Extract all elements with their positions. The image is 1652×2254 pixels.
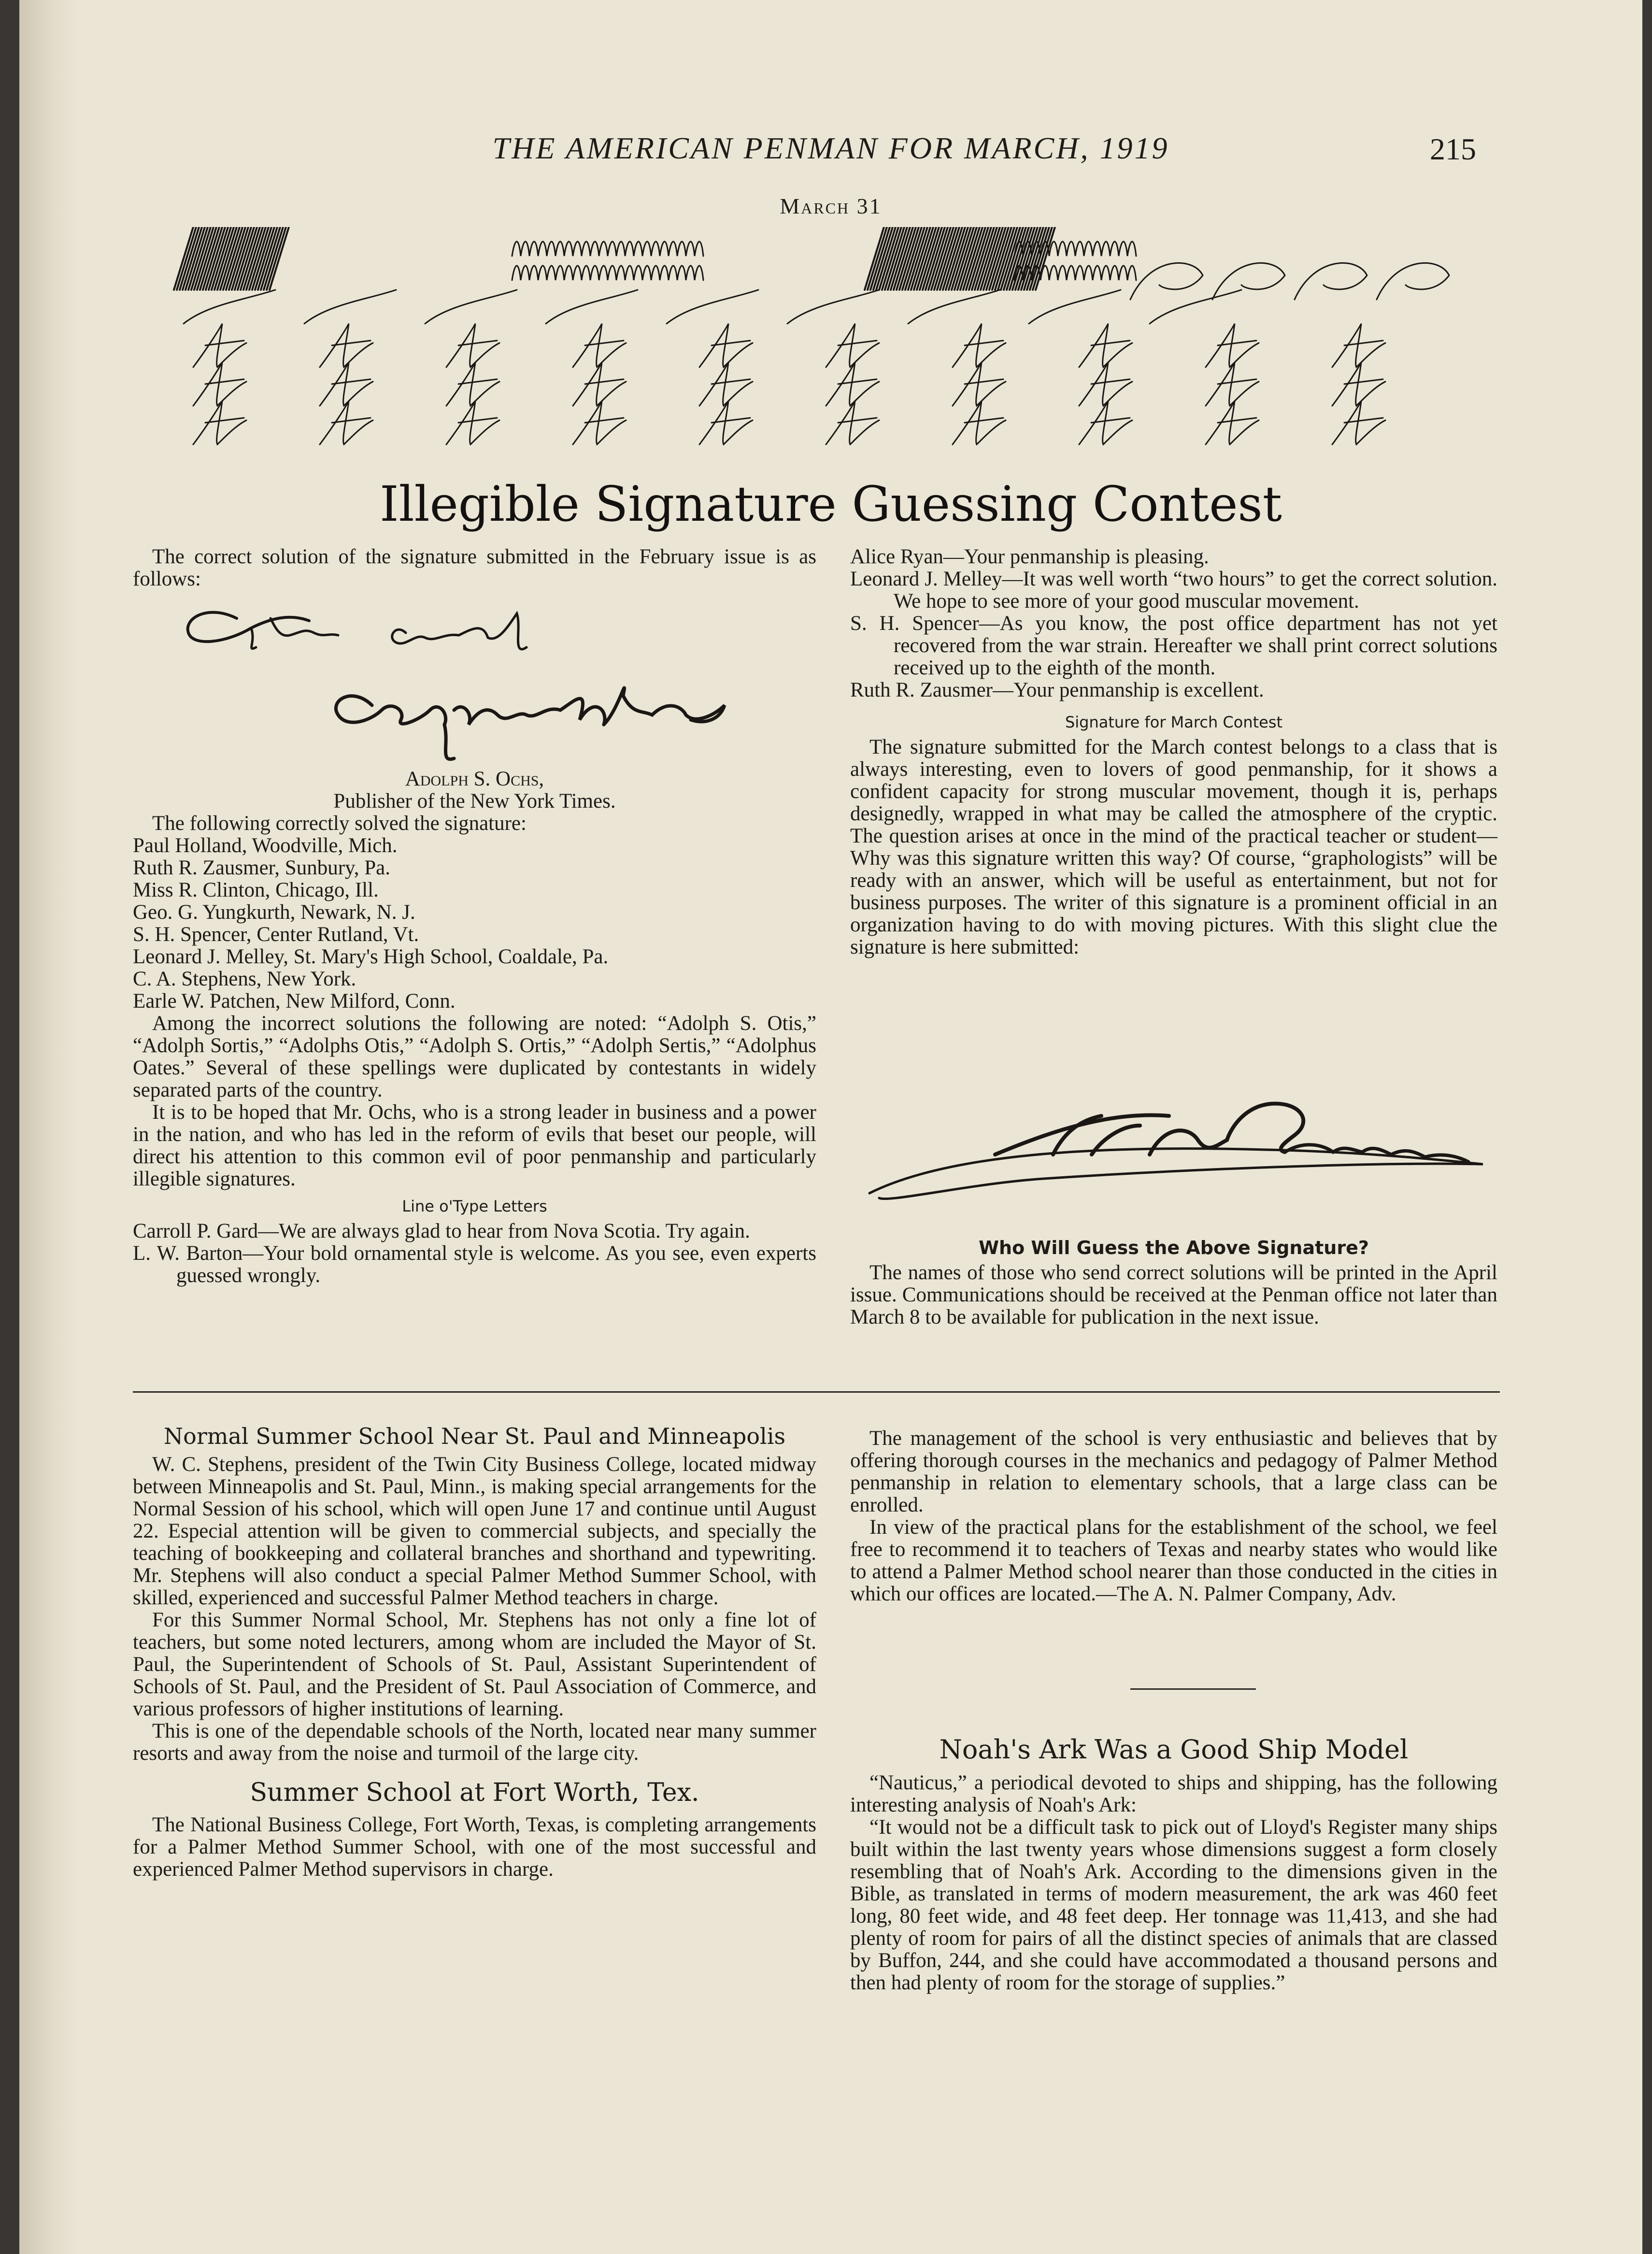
right-column-top <box>850 546 1497 958</box>
binding-gutter <box>19 0 77 2254</box>
bottom-right-column <box>850 1427 1497 1605</box>
hope-paragraph: It is to be hoped that Mr. Ochs, who is a strong leader in business and a power in the nation, and who has led in the reform of evils that beset our people, will direct his attention to this common evil of poor penmanship and particularly illegible signatures. <box>133 1101 816 1190</box>
article-title: Illegible Signature Guessing Contest <box>380 476 1282 532</box>
letter-item: S. H. Spencer—As you know, the post office department has not yet recovered from the war strain. Hereafter we shall print correct solutions received up to the eighth of the month. <box>850 612 1497 679</box>
letter-item: L. W. Barton—Your bold ornamental style is welcome. As you see, even experts guessed wrongly. <box>133 1242 816 1287</box>
management-paragraph: The management of the school is very enthusiastic and believes that by offering thorough courses in the mechanics and pedagogy of Palmer Method penmanship in relation to elementary schools, that a large class can be enrolled. <box>850 1427 1497 1516</box>
noahs-ark-heading: Noah's Ark Was a Good Ship Model <box>939 1734 1409 1765</box>
list-item: Ruth R. Zausmer, Sunbury, Pa. <box>133 856 390 879</box>
noahs-ark-paragraph: “It would not be a difficult task to pick out of Lloyd's Register many ships built within the last twenty years whose dimensions suggest a form closely resembling that of Noah's Ark. According to the dimensions given in the Bible, as translated in terms of modern measurement, the ark was 460 feet long, 80 feet wide, and 48 feet deep. Her tonnage was 11,413, and she had plenty of room for pairs of all the distinct species of animals that are classed by Buffon, 244, and she could have accommodated a thousand persons and then had plenty of room for the storage of supplies.” <box>850 1816 1497 1994</box>
february-signature <box>179 599 749 773</box>
penmanship-drill-illustration <box>164 227 1497 454</box>
incorrect-solutions-paragraph: Among the incorrect solutions the following are noted: “Adolph S. Otis,” “Adolph Sortis,” “Adolphs Otis,” “Adolph S. Ortis,” “Adolph Sertis,” “Adolphus Oates.” Several of these spellings were duplicated by contestants in widely separated parts of the country. <box>133 1012 816 1101</box>
normal-school-paragraph: W. C. Stephens, president of the Twin City Business College, located midway between Minneapolis and St. Paul, Minn., is making special arrangements for the Normal Session of his school, which will open June 17 and continue until August 22. Especial attention will be given to commercial subjects, and specially the teaching of bookkeeping and collateral branches and shorthand and typewriting. Mr. Stephens will also conduct a special Palmer Method Summer School, with skilled, experienced and successful Palmer Method teachers in charge. <box>133 1453 816 1609</box>
fort-worth-paragraph: The National Business College, Fort Worth, Texas, is completing arrangements for a Palmer Method Summer School, with one of the most successful and experienced Palmer Method supervisors in charge. <box>133 1813 816 1881</box>
list-item: S. H. Spencer, Center Rutland, Vt. <box>133 923 419 946</box>
noahs-ark-paragraph: “Nauticus,” a periodical devoted to ships and shipping, has the following interesting analysis of Noah's Ark: <box>850 1771 1497 1816</box>
right-column-bottom <box>850 1237 1497 1328</box>
solvers-list <box>133 835 816 1013</box>
normal-school-paragraph: For this Summer Normal School, Mr. Stephens has not only a fine lot of teachers, but some noted lecturers, among whom are included the Mayor of St. Paul, the Superintendent of Schools of St. Paul, Assistant Superintendent of Schools of St. Paul, and the President of St. Paul Association of Commerce, and various professors of higher institutions of learning. <box>133 1609 816 1720</box>
magazine-page <box>19 0 1642 2254</box>
section-divider <box>133 1391 1500 1393</box>
guess-paragraph: The names of those who send correct solutions will be printed in the April issue. Communications should be received at the Penman office not later than March 8 to be available for publication in the next issue. <box>850 1261 1497 1328</box>
page-number: 215 <box>1430 132 1476 166</box>
signature-caption-name: Adolph S. Ochs, <box>405 768 544 790</box>
letters-heading: Line o'Type Letters <box>402 1197 547 1215</box>
march-contest-heading: Signature for March Contest <box>1065 713 1283 731</box>
fort-worth-heading: Summer School at Fort Worth, Tex. <box>250 1778 699 1807</box>
running-title: THE AMERICAN PENMAN FOR MARCH, 1919 <box>492 131 1169 165</box>
bottom-left-column <box>133 1423 816 1881</box>
guess-heading: Who Will Guess the Above Signature? <box>979 1237 1369 1258</box>
left-column-top <box>133 546 816 590</box>
list-item: Paul Holland, Woodville, Mich. <box>133 834 398 857</box>
short-divider <box>1130 1688 1256 1690</box>
normal-school-heading: Normal Summer School Near St. Paul and Minneapolis <box>163 1423 786 1449</box>
date-line: March 31 <box>780 194 882 218</box>
march-contest-paragraph: The signature submitted for the March contest belongs to a class that is always interesting, even to lovers of good penmanship, for it shows a confident capacity for strong muscular movement, though it is, perhaps designedly, wrapped in what may be called the atmosphere of the cryptic. The question arises at once in the mind of the practical teacher or student—Why was this signature written this way? Of course, “graphologists” will be ready with an answer, which will be useful as entertainment, but not for business purposes. The writer of this signature is a prominent official in an organization having to do with moving pictures. With this slight clue the signature is here submitted: <box>850 736 1497 958</box>
list-item: C. A. Stephens, New York. <box>133 968 356 990</box>
solved-intro: The following correctly solved the signature: <box>152 812 527 835</box>
march-mystery-signature <box>850 1097 1497 1217</box>
list-item: Miss R. Clinton, Chicago, Ill. <box>133 879 379 901</box>
list-item: Earle W. Patchen, New Milford, Conn. <box>133 990 456 1013</box>
intro-paragraph: The correct solution of the signature submitted in the February issue is as follows: <box>133 545 816 590</box>
normal-school-paragraph: This is one of the dependable schools of the North, located near many summer resorts and away from the noise and turmoil of the large city. <box>133 1720 816 1765</box>
signature-caption-title: Publisher of the New York Times. <box>333 790 616 813</box>
letter-item: Alice Ryan—Your penmanship is pleasing. <box>850 545 1209 568</box>
letter-item: Leonard J. Melley—It was well worth “two hours” to get the correct solution. We hope to see more of your good muscular movement. <box>850 568 1497 613</box>
management-paragraph: In view of the practical plans for the establishment of the school, we feel free to recommend it to teachers of Texas and nearby states who would like to attend a Palmer Method school nearer than those conducted in the cities in which our offices are located.—The A. N. Palmer Company, Adv. <box>850 1516 1497 1605</box>
list-item: Geo. G. Yungkurth, Newark, N. J. <box>133 901 415 924</box>
letter-item: Carroll P. Gard—We are always glad to hear from Nova Scotia. Try again. <box>133 1220 750 1242</box>
letter-item: Ruth R. Zausmer—Your penmanship is excellent. <box>850 679 1264 701</box>
left-column-body <box>133 768 816 1287</box>
list-item: Leonard J. Melley, St. Mary's High School, Coaldale, Pa. <box>133 945 609 968</box>
noahs-ark-article <box>850 1734 1497 1994</box>
